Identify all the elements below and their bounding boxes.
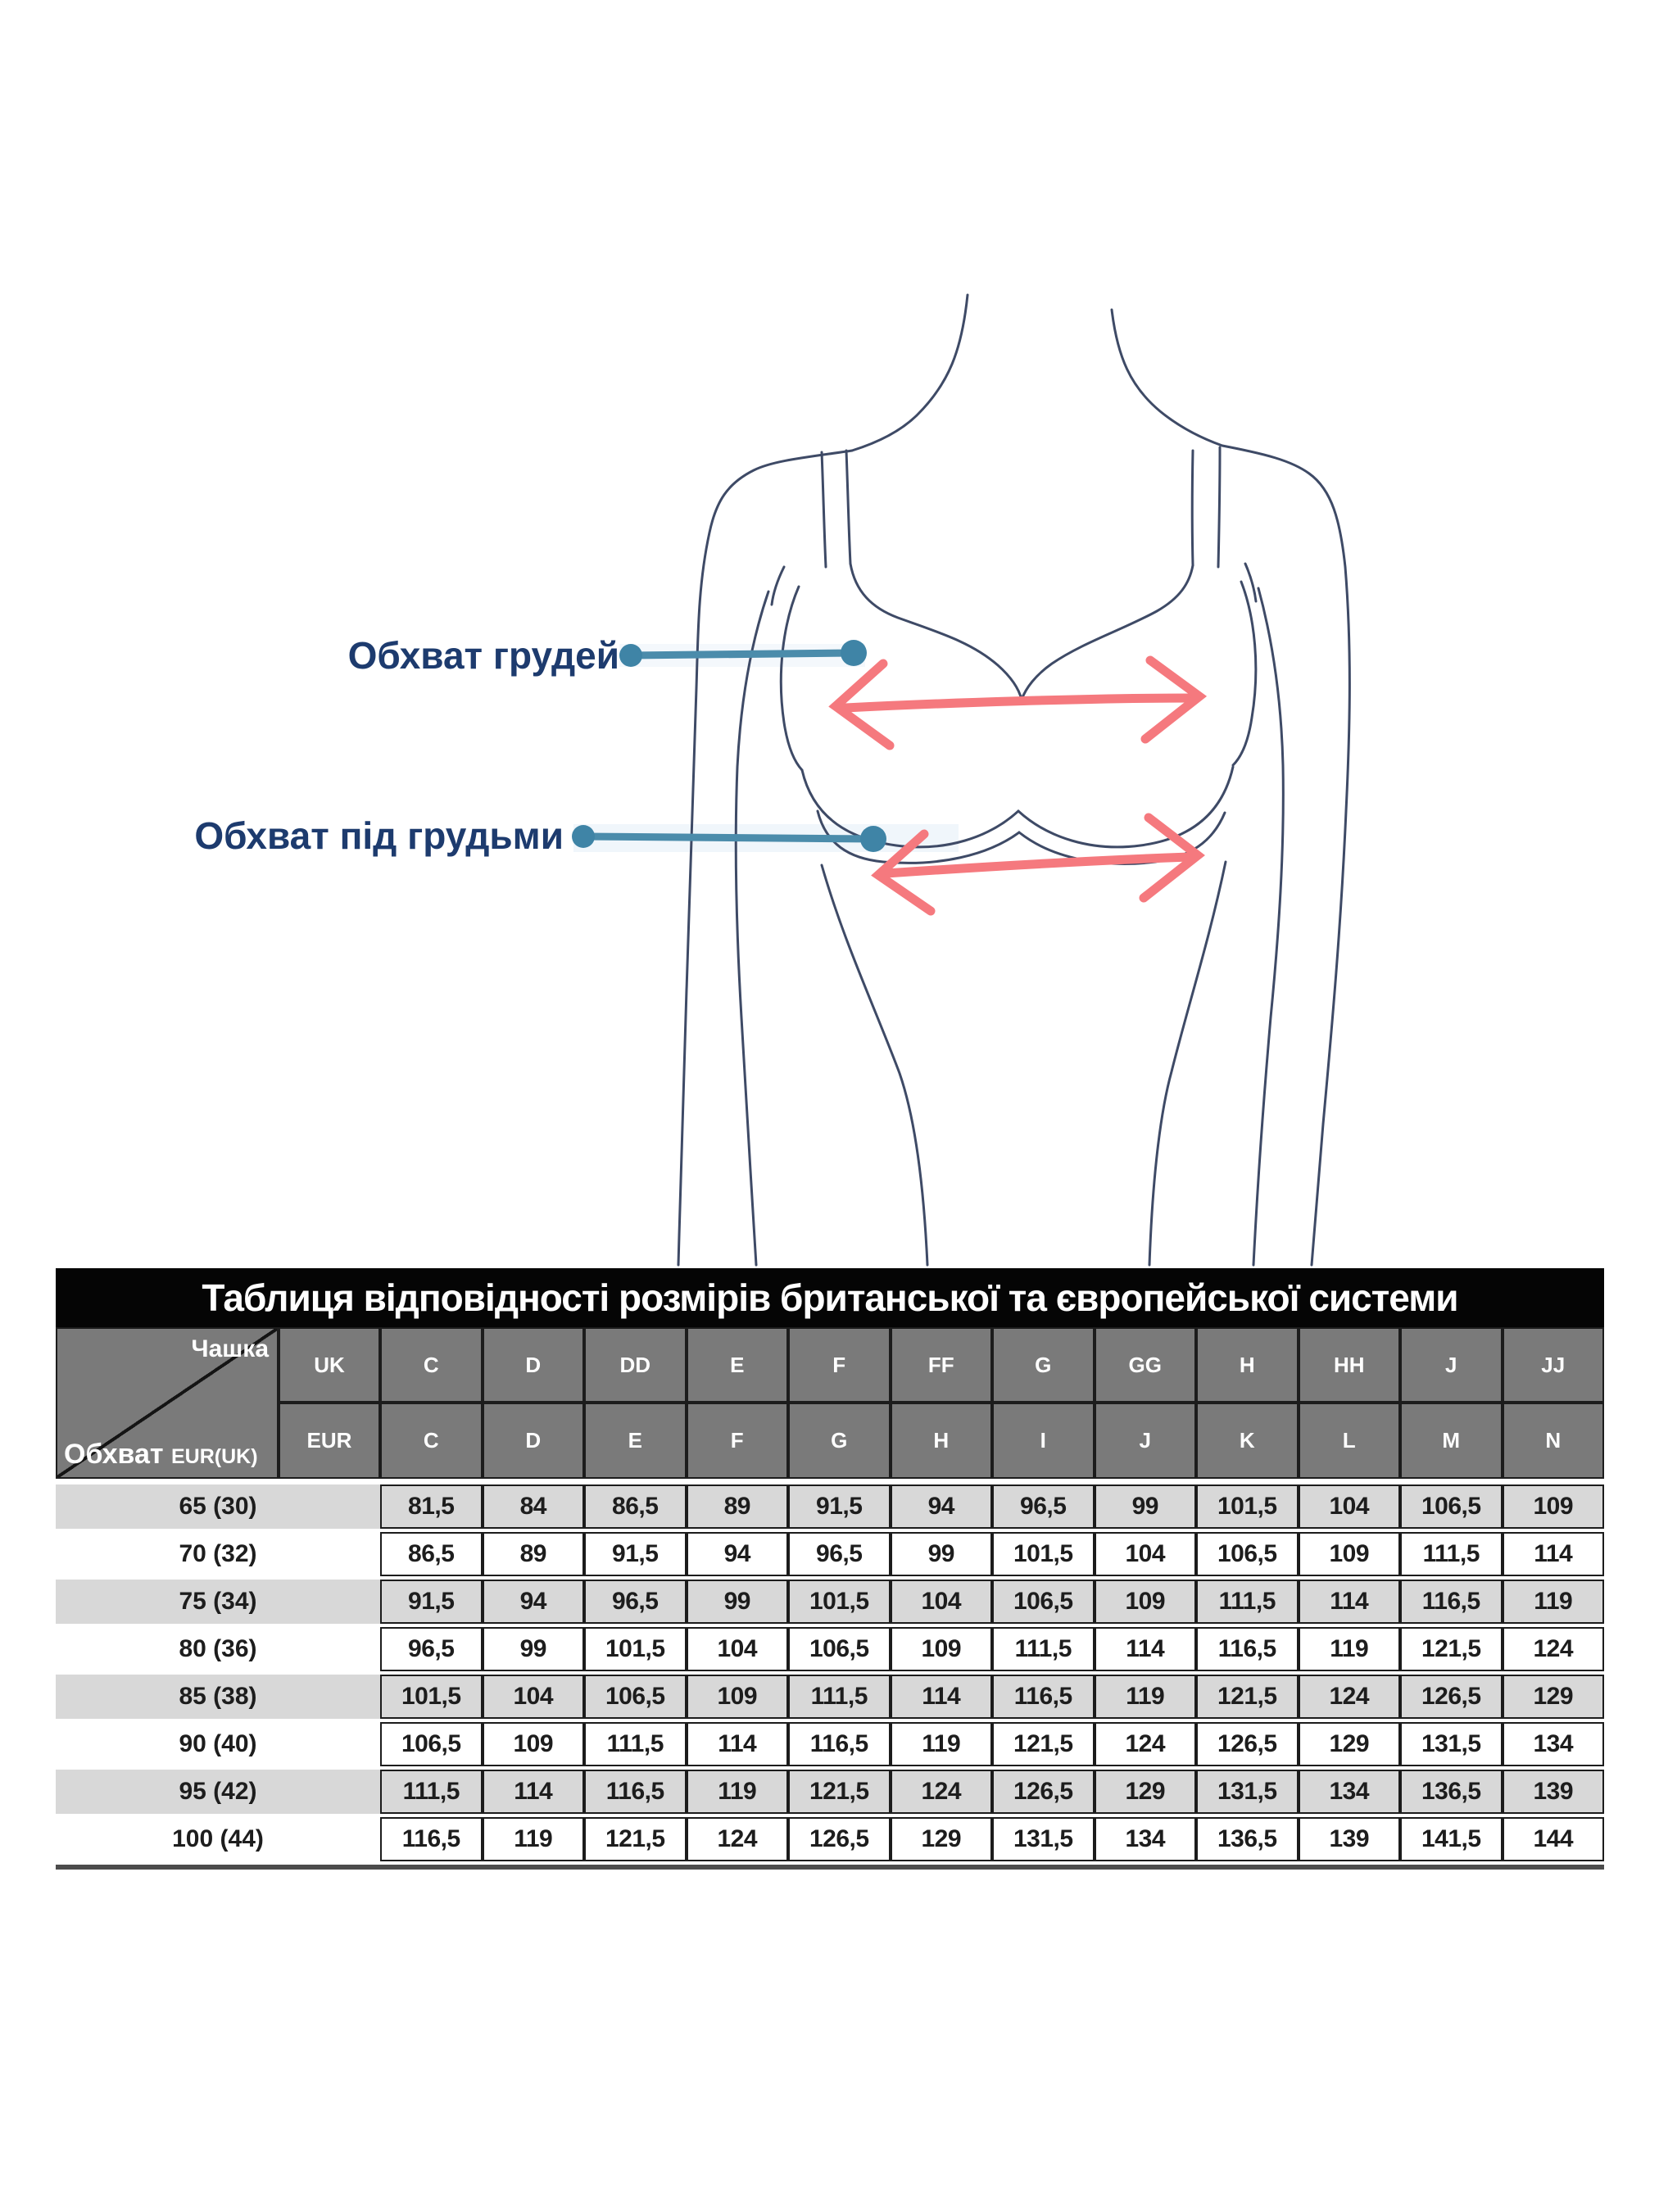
eur-cup-cell: G [788, 1403, 891, 1479]
measurement-cell: 99 [483, 1627, 585, 1671]
cup-side-right [1233, 582, 1256, 765]
measurement-cell: 121,5 [788, 1770, 891, 1814]
measurement-cell: 104 [687, 1627, 789, 1671]
measurement-cell: 81,5 [380, 1484, 483, 1529]
measurement-cell: 134 [1299, 1770, 1401, 1814]
measurement-cell: 116,5 [380, 1817, 483, 1861]
waist-line-right [1149, 862, 1226, 1265]
measurement-cell: 144 [1503, 1817, 1605, 1861]
eur-system-cell: EUR [279, 1403, 380, 1479]
table-row [56, 1817, 1604, 1861]
inner-arm-right [1253, 588, 1283, 1265]
measurement-cell: 126,5 [1400, 1675, 1503, 1719]
band-axis-label-sub: EUR(UK) [170, 1445, 258, 1468]
measurement-cell: 91,5 [584, 1532, 687, 1576]
measurement-cell: 114 [1299, 1580, 1401, 1624]
measurement-cell: 116,5 [584, 1770, 687, 1814]
measurement-cell: 111,5 [1196, 1580, 1299, 1624]
measurement-cell: 114 [1503, 1532, 1605, 1576]
eur-cup-cell: K [1196, 1403, 1299, 1479]
measurement-cell: 129 [891, 1817, 993, 1861]
measurement-cell: 119 [1299, 1627, 1401, 1671]
bra-strap-right-inner [1192, 451, 1193, 565]
measurement-cell: 124 [1299, 1675, 1401, 1719]
measurement-cell: 116,5 [788, 1722, 891, 1766]
uk-cup-cell: H [1196, 1327, 1299, 1403]
measurement-cell: 86,5 [584, 1484, 687, 1529]
measurement-cell: 129 [1503, 1675, 1605, 1719]
measurement-cell: 111,5 [380, 1770, 483, 1814]
measurement-cell: 101,5 [380, 1675, 483, 1719]
measurement-cell: 131,5 [1196, 1770, 1299, 1814]
measurement-cell: 101,5 [788, 1580, 891, 1624]
neck-line-right [1112, 310, 1222, 446]
eur-cup-cell: F [687, 1403, 789, 1479]
shoulder-arm-right [1222, 446, 1349, 1265]
size-conversion-table [56, 1268, 1604, 1870]
eur-cup-cell: N [1503, 1403, 1605, 1479]
measurement-cell: 106,5 [1196, 1532, 1299, 1576]
eur-cup-cell: M [1400, 1403, 1503, 1479]
band-axis-label [64, 1439, 258, 1471]
measurement-cell: 94 [687, 1532, 789, 1576]
underbust-callout-dot-right [860, 826, 886, 852]
measurement-cell: 111,5 [1400, 1532, 1503, 1576]
measurement-cell: 134 [1095, 1817, 1197, 1861]
cup-axis-label: Чашка [191, 1335, 269, 1362]
measurement-cell: 91,5 [788, 1484, 891, 1529]
table-row [56, 1627, 1604, 1671]
measurement-cell: 86,5 [380, 1532, 483, 1576]
uk-cup-cell: D [483, 1327, 585, 1403]
cup-side-left [781, 587, 802, 770]
table-header [56, 1327, 1604, 1479]
measurement-cell: 129 [1095, 1770, 1197, 1814]
underbust-callout-line [583, 836, 873, 839]
measurement-cell: 94 [483, 1580, 585, 1624]
band-size-cell: 80 (36) [56, 1627, 380, 1671]
table-bottom-rule [56, 1865, 1604, 1870]
table-row [56, 1770, 1604, 1814]
measurement-cell: 131,5 [992, 1817, 1095, 1861]
armpit-left [772, 567, 784, 605]
measurement-cell: 126,5 [992, 1770, 1095, 1814]
measurement-cell: 121,5 [992, 1722, 1095, 1766]
table-row [56, 1484, 1604, 1529]
bra-strap-left-inner [822, 452, 826, 567]
table-title: Таблиця відповідності розмірів британської та європейської системи [56, 1268, 1604, 1327]
measurement-cell: 101,5 [584, 1627, 687, 1671]
measurement-cell: 106,5 [1400, 1484, 1503, 1529]
eur-cup-cell: H [891, 1403, 993, 1479]
measurement-cell: 119 [687, 1770, 789, 1814]
table-row [56, 1580, 1604, 1624]
band-size-cell: 85 (38) [56, 1675, 380, 1719]
bust-width-arrow-shaft [845, 698, 1194, 708]
table-row [56, 1722, 1604, 1766]
measurement-cell: 114 [891, 1675, 993, 1719]
eur-cup-cell: D [483, 1403, 585, 1479]
underbust-callout-dot-left [572, 825, 595, 848]
measurement-cell: 109 [1095, 1580, 1197, 1624]
inner-arm-left [736, 592, 768, 1265]
measurement-cell: 89 [687, 1484, 789, 1529]
measurement-cell: 119 [1095, 1675, 1197, 1719]
measurement-cell: 124 [687, 1817, 789, 1861]
table-row [56, 1532, 1604, 1576]
uk-cup-cell: DD [584, 1327, 687, 1403]
band-size-cell: 65 (30) [56, 1484, 380, 1529]
measurement-cell: 104 [891, 1580, 993, 1624]
measurement-cell: 109 [483, 1722, 585, 1766]
table-body [56, 1479, 1604, 1861]
measurement-cell: 116,5 [1196, 1627, 1299, 1671]
measurement-cell: 104 [1299, 1484, 1401, 1529]
measurement-cell: 119 [483, 1817, 585, 1861]
corner-cell [56, 1327, 279, 1479]
measurement-cell: 121,5 [584, 1817, 687, 1861]
measurement-cell: 89 [483, 1532, 585, 1576]
bra-strap-right-outer [1218, 447, 1220, 567]
measurement-cell: 109 [1503, 1484, 1605, 1529]
band-size-cell: 95 (42) [56, 1770, 380, 1814]
measurement-arrows [836, 660, 1199, 911]
uk-cup-cell: HH [1299, 1327, 1401, 1403]
underbust-measure-label: Обхват під грудьми [194, 814, 564, 857]
measurement-cell: 121,5 [1196, 1675, 1299, 1719]
bust-measure-label: Обхват грудей [347, 634, 619, 677]
measurement-cell: 96,5 [992, 1484, 1095, 1529]
measurement-cell: 96,5 [584, 1580, 687, 1624]
measurement-cell: 131,5 [1400, 1722, 1503, 1766]
measurement-cell: 114 [1095, 1627, 1197, 1671]
eur-cup-cell: I [992, 1403, 1095, 1479]
band-axis-label-main: Обхват [64, 1439, 164, 1470]
measurement-cell: 106,5 [584, 1675, 687, 1719]
torso-outline [678, 295, 1349, 1265]
measurement-cell: 136,5 [1400, 1770, 1503, 1814]
measurement-cell: 136,5 [1196, 1817, 1299, 1861]
measurement-cell: 101,5 [1196, 1484, 1299, 1529]
measurement-cell: 99 [687, 1580, 789, 1624]
measurement-cell: 139 [1503, 1770, 1605, 1814]
measurement-cell: 106,5 [788, 1627, 891, 1671]
measurement-cell: 116,5 [992, 1675, 1095, 1719]
measurement-cell: 111,5 [584, 1722, 687, 1766]
uk-cup-cell: J [1400, 1327, 1503, 1403]
measurement-cell: 94 [891, 1484, 993, 1529]
uk-cup-cell: G [992, 1327, 1095, 1403]
measurement-cell: 99 [1095, 1484, 1197, 1529]
band-size-cell: 100 (44) [56, 1817, 380, 1861]
measurement-cell: 111,5 [788, 1675, 891, 1719]
measurement-cell: 114 [483, 1770, 585, 1814]
measurement-cell: 106,5 [992, 1580, 1095, 1624]
measurement-cell: 104 [1095, 1532, 1197, 1576]
uk-system-cell: UK [279, 1327, 380, 1403]
bra-strap-left-outer [846, 451, 850, 564]
uk-cup-cell: FF [891, 1327, 993, 1403]
measurement-cell: 116,5 [1400, 1580, 1503, 1624]
measurement-cell: 99 [891, 1532, 993, 1576]
measurement-cell: 109 [891, 1627, 993, 1671]
measurement-cell: 124 [891, 1770, 993, 1814]
measurement-cell: 139 [1299, 1817, 1401, 1861]
measurement-cell: 126,5 [1196, 1722, 1299, 1766]
bust-callout-dot-left [619, 644, 642, 667]
measurement-cell: 141,5 [1400, 1817, 1503, 1861]
bust-callout-line [631, 653, 854, 655]
band-size-cell: 90 (40) [56, 1722, 380, 1766]
measurement-cell: 126,5 [788, 1817, 891, 1861]
measurement-cell: 119 [891, 1722, 993, 1766]
bust-callout-dot-right [841, 640, 867, 666]
uk-cup-cell: C [380, 1327, 483, 1403]
measurement-cell: 101,5 [992, 1532, 1095, 1576]
measurement-cell: 109 [687, 1675, 789, 1719]
uk-cup-cell: JJ [1503, 1327, 1605, 1403]
measurement-cell: 119 [1503, 1580, 1605, 1624]
shoulder-arm-left [678, 451, 852, 1265]
uk-cup-cell: E [687, 1327, 789, 1403]
measurement-cell: 129 [1299, 1722, 1401, 1766]
measurement-cell: 84 [483, 1484, 585, 1529]
eur-cup-cell: E [584, 1403, 687, 1479]
measurement-cell: 106,5 [380, 1722, 483, 1766]
measurement-cell: 114 [687, 1722, 789, 1766]
measurement-cell: 121,5 [1400, 1627, 1503, 1671]
measurement-cell: 91,5 [380, 1580, 483, 1624]
eur-cup-cell: J [1095, 1403, 1197, 1479]
measurement-cell: 96,5 [788, 1532, 891, 1576]
underbust-width-arrow-shaft [886, 857, 1190, 873]
eur-cup-cell: C [380, 1403, 483, 1479]
uk-cup-cell: GG [1095, 1327, 1197, 1403]
waist-line-left [822, 865, 927, 1265]
measurement-cell: 124 [1503, 1627, 1605, 1671]
bra-neckline [850, 564, 1193, 700]
uk-cup-cell: F [788, 1327, 891, 1403]
neck-line-left [852, 295, 968, 451]
measurement-cell: 109 [1299, 1532, 1401, 1576]
measurement-cell: 134 [1503, 1722, 1605, 1766]
table-row [56, 1675, 1604, 1719]
band-size-cell: 70 (32) [56, 1532, 380, 1576]
band-size-cell: 75 (34) [56, 1580, 380, 1624]
measurement-cell: 104 [483, 1675, 585, 1719]
eur-cup-cell: L [1299, 1403, 1401, 1479]
measurement-cell: 96,5 [380, 1627, 483, 1671]
measurement-cell: 124 [1095, 1722, 1197, 1766]
measurement-cell: 111,5 [992, 1627, 1095, 1671]
